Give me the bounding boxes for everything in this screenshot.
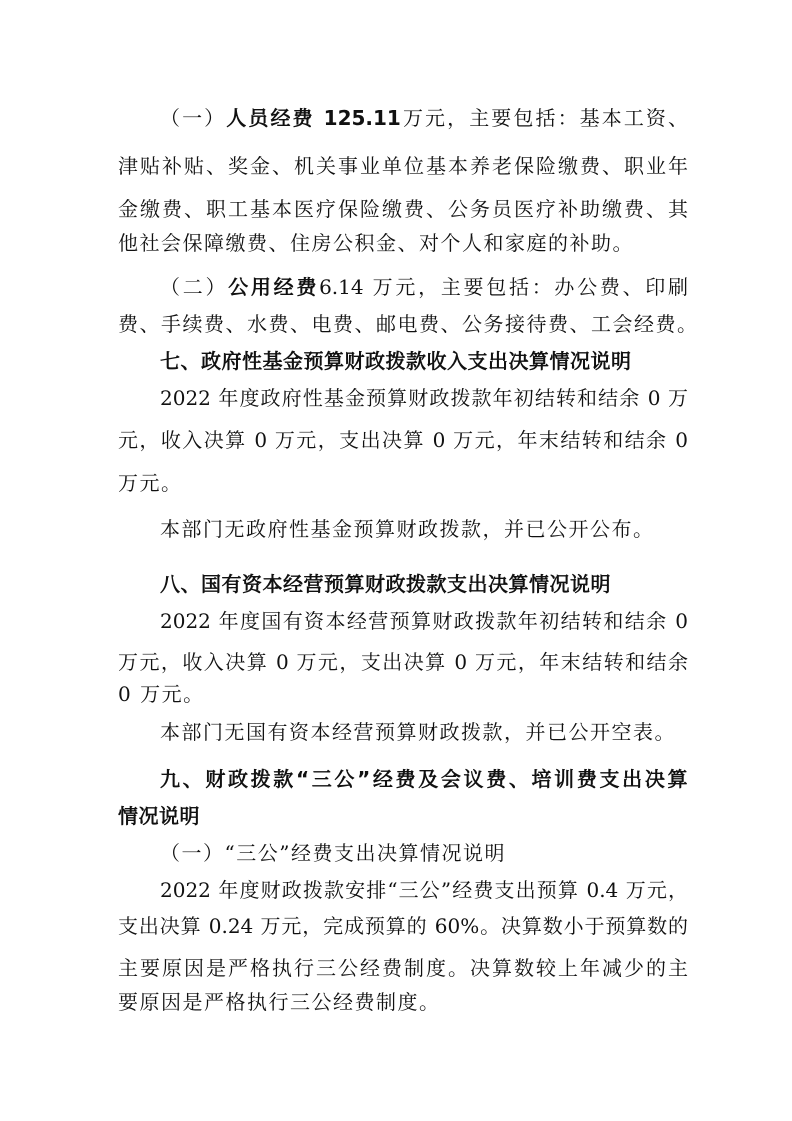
- section-7-heading: 七、政府性基金预算财政拨款收入支出决算情况说明: [160, 349, 632, 373]
- paragraph-public-expenses-line-2: 费、手续费、水费、电费、邮电费、公务接待费、工会经费。: [118, 312, 699, 336]
- section-9-line-1: 2022 年度财政拨款安排“三公”经费支出预算 0.4 万元，: [160, 878, 688, 902]
- bold-term: 人员经费 125.11: [226, 106, 401, 130]
- bold-term: 公用经费: [228, 275, 320, 299]
- section-8-line-2: 万元，收入决算 0 万元，支出决算 0 万元，年末结转和结余: [118, 650, 688, 674]
- paragraph-personnel-expenses-line-1: [160, 97, 688, 139]
- section-7-note: 本部门无政府性基金预算财政拨款，并已公开公布。: [160, 517, 655, 541]
- section-9-line-4: 要原因是严格执行三公经费制度。: [118, 990, 441, 1014]
- section-9-heading-line-2: 情况说明: [118, 804, 200, 828]
- text-run: 万元，主要包括：基本工资、: [400, 106, 689, 130]
- section-8-note: 本部门无国有资本经营预算财政拨款，并已公开空表。: [160, 720, 676, 744]
- section-8-heading: 八、国有资本经营预算财政拨款支出决算情况说明: [160, 572, 611, 596]
- section-7-line-1: 2022 年度政府性基金预算财政拨款年初结转和结余 0 万: [160, 386, 688, 410]
- section-9-heading-line-1: 九、财政拨款“三公”经费及会议费、培训费支出决算: [160, 767, 688, 791]
- paragraph-personnel-expenses-line-2: 津贴补贴、奖金、机关事业单位基本养老保险缴费、职业年: [118, 154, 688, 178]
- list-marker: （二）: [160, 275, 229, 299]
- section-9-line-2: 支出决算 0.24 万元，完成预算的 60%。决算数小于预算数的: [118, 914, 688, 938]
- text-run: 6.14 万元，主要包括：办公费、印刷: [319, 275, 689, 299]
- section-7-line-2: 元，收入决算 0 万元，支出决算 0 万元，年末结转和结余 0: [118, 428, 688, 452]
- section-7-line-3: 万元。: [118, 471, 183, 495]
- list-marker: （一）: [160, 106, 227, 130]
- paragraph-public-expenses-line-1: [160, 266, 688, 308]
- paragraph-personnel-expenses-line-4: 他社会保障缴费、住房公积金、对个人和家庭的补助。: [118, 231, 634, 255]
- paragraph-personnel-expenses-line-3: 金缴费、职工基本医疗保险缴费、公务员医疗补助缴费、其: [118, 197, 688, 221]
- section-9-line-3: 主要原因是严格执行三公经费制度。决算数较上年减少的主: [118, 956, 688, 980]
- section-8-line-1: 2022 年度国有资本经营预算财政拨款年初结转和结余 0: [160, 609, 688, 633]
- section-9-subheading: （一）“三公”经费支出决算情况说明: [160, 841, 506, 865]
- section-8-line-3: 0 万元。: [118, 682, 205, 706]
